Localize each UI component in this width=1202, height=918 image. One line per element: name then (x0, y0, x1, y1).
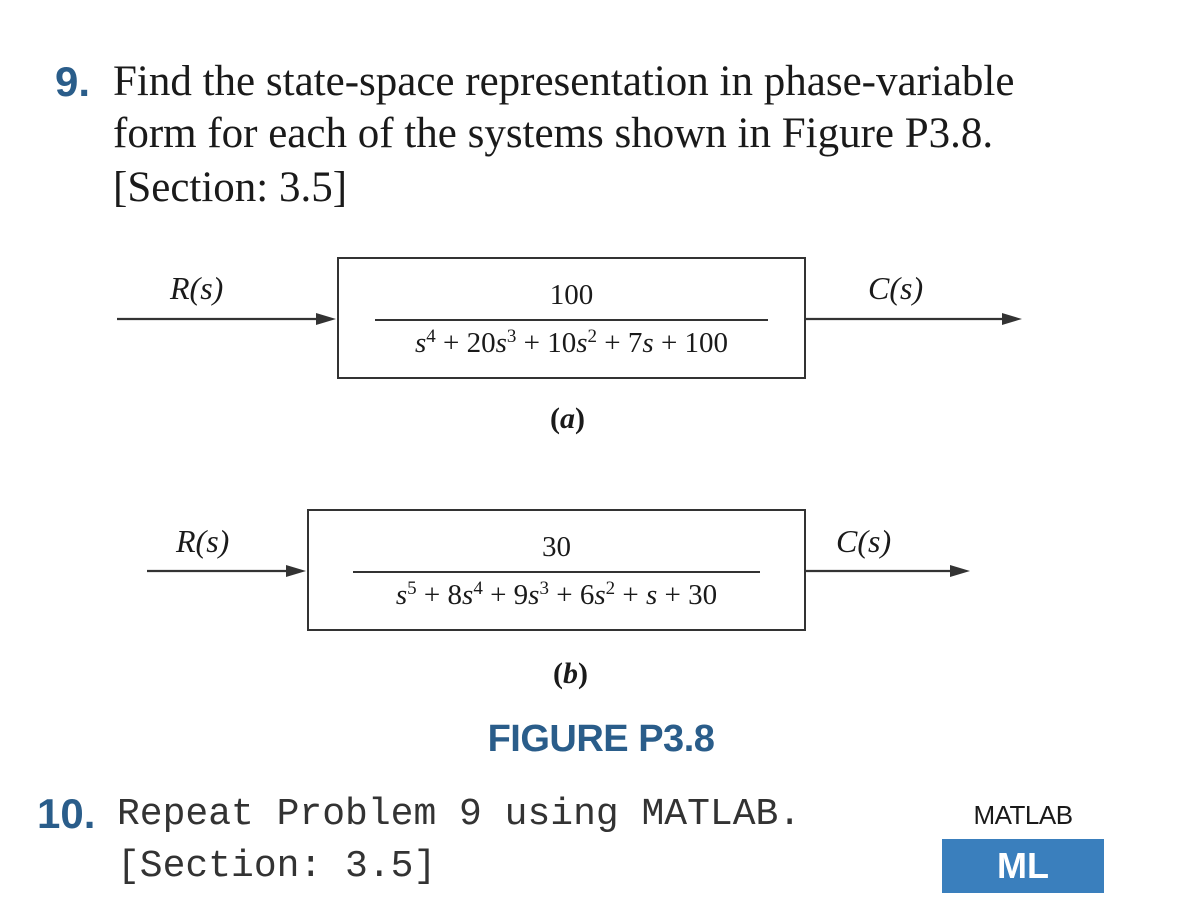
input-label-b: R(s) (176, 523, 230, 559)
transfer-function-box-b (307, 509, 806, 631)
output-label-a: C(s) (868, 270, 924, 306)
transfer-function-box-a (337, 257, 806, 379)
problem-10-section-ref: [Section: 3.5] (117, 845, 437, 888)
tf-fraction-bar-a (375, 319, 768, 321)
subfigure-label-a: (a) (550, 402, 585, 435)
tf-numerator-a: 100 (549, 279, 594, 311)
problem-10-number: 10. (37, 790, 96, 837)
tf-denominator-b: $s^5 + 8s^4 + 9s^3 + 6s^2 + s + 30$ (395, 578, 718, 611)
subfigure-label-b: (b) (553, 657, 588, 690)
output-arrowhead-b (950, 565, 970, 577)
problem-9-text-line-1: Find the state-space representation in phase-variable (113, 58, 1015, 105)
input-label-a: R(s) (170, 270, 224, 306)
ml-badge: ML (942, 839, 1104, 893)
output-arrowhead-a (1002, 313, 1022, 325)
tf-numerator-b: 30 (542, 531, 571, 563)
problem-9-section-ref: [Section: 3.5] (113, 164, 348, 211)
figure-caption: FIGURE P3.8 (487, 718, 715, 760)
output-label-b: C(s) (836, 523, 892, 559)
problem-10-text-line-1: Repeat Problem 9 using MATLAB. (117, 793, 802, 836)
input-arrowhead-a (316, 313, 336, 325)
tf-denominator-a: $s^4 + 20s^3 + 10s^2 + 7s + 100$ (414, 326, 729, 359)
problem-9-number: 9. (55, 58, 91, 105)
problem-9-text-line-2: form for each of the systems shown in Figure P3.8. (113, 110, 994, 157)
input-arrowhead-b (286, 565, 306, 577)
tf-fraction-bar-b (353, 571, 760, 573)
matlab-tag-label: MATLAB (973, 800, 1073, 830)
